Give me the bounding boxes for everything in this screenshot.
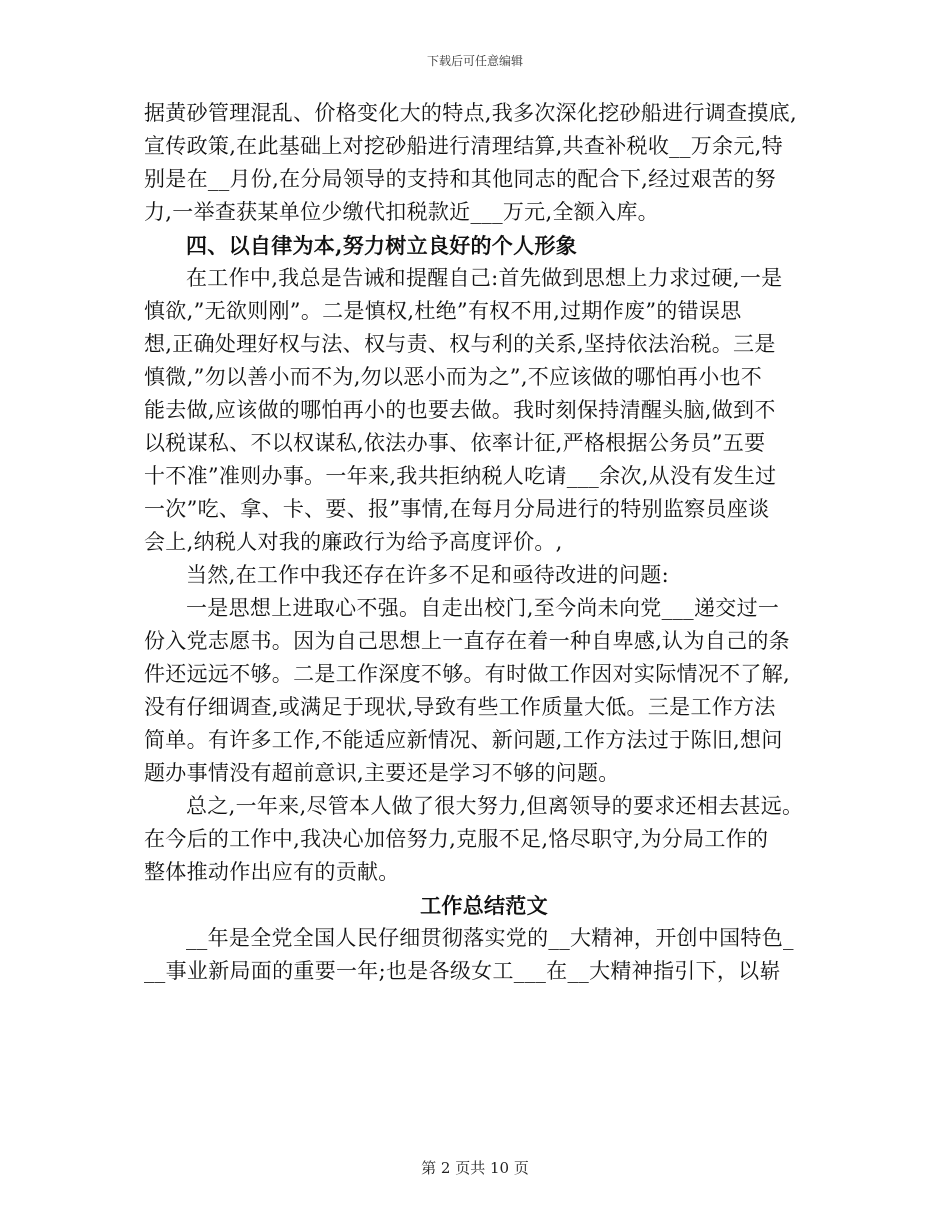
paragraph-line: 据黄砂管理混乱、价格变化大的特点,我多次深化挖砂船进行调查摸底, <box>144 101 797 125</box>
paragraph-line: __年是全党全国人民仔细贯彻落实党的__大精神，开创中国特色_ <box>186 926 794 950</box>
paragraph-line: 当然,在工作中我还存在许多不足和亟待改进的问题: <box>186 563 669 587</box>
paragraph-line: 件还远远不够。二是工作深度不够。有时做工作因对实际情况不了解, <box>144 662 790 686</box>
paragraph-line: 在今后的工作中,我决心加倍努力,克服不足,恪尽职守,为分局工作的 <box>144 827 769 851</box>
paragraph-line: 以税谋私、不以权谋私,依法办事、依率计征,严格根据公务员”五要 <box>144 431 766 455</box>
paragraph-line: 力,一举查获某单位少缴代扣税款近___万元,全额入库。 <box>144 200 659 224</box>
paragraph-line: 总之,一年来,尽管本人做了很大努力,但离领导的要求还相去甚远。 <box>186 794 804 818</box>
paragraph-line: 份入党志愿书。因为自己思想上一直存在着一种自卑感,认为自己的条 <box>144 629 790 653</box>
paragraph-line: 能去做,应该做的哪怕再小的也要去做。我时刻保持清醒头脑,做到不 <box>144 398 776 422</box>
paragraph-line: 慎欲,”无欲则刚”。二是慎权,杜绝”有权不用,过期作废”的错误思 <box>144 299 742 323</box>
page-number: 第 2 页共 10 页 <box>421 1159 529 1177</box>
paragraph-line: 会上,纳税人对我的廉政行为给予高度评价。, <box>144 530 563 554</box>
paragraph-line: 一是思想上进取心不强。自走出校门,至今尚未向党___递交过一 <box>186 596 780 620</box>
paragraph-line: 想,正确处理好权与法、权与责、权与利的关系,坚持依法治税。三是 <box>144 332 776 356</box>
paragraph-line: 十不准”准则办事。一年来,我共拒纳税人吃请___余次,从没有发生过 <box>144 464 777 488</box>
paragraph-line: __事业新局面的重要一年;也是各级女工___在__大精神指引下，以崭 <box>144 959 781 983</box>
paragraph-line: 题办事情没有超前意识,主要还是学习不够的问题。 <box>144 761 620 785</box>
document-body <box>144 97 824 988</box>
paragraph-line: 宣传政策,在此基础上对挖砂船进行清理结算,共查补税收__万余元,特 <box>144 134 783 158</box>
paragraph-line: 慎微,”勿以善小而不为,勿以恶小而为之”,不应该做的哪怕再小也不 <box>144 365 763 389</box>
paragraph-line: 在工作中,我总是告诫和提醒自己:首先做到思想上力求过硬,一是 <box>186 266 783 290</box>
document-title: 工作总结范文 <box>420 893 548 918</box>
paragraph-line: 一次”吃、拿、卡、要、报”事情,在每月分局进行的特别监察员座谈 <box>144 497 770 521</box>
paragraph-line: 简单。有许多工作,不能适应新情况、新问题,工作方法过于陈旧,想问 <box>144 728 783 752</box>
page-header: 下载后可任意编辑 <box>426 54 523 68</box>
section-heading: 四、以自律为本,努力树立良好的个人形象 <box>186 233 578 258</box>
paragraph-line: 没有仔细调查,或满足于现状,导致有些工作质量大低。三是工作方法 <box>144 695 776 719</box>
paragraph-line: 别是在__月份,在分局领导的支持和其他同志的配合下,经过艰苦的努 <box>144 167 776 191</box>
paragraph-line: 整体推动作出应有的贡献。 <box>144 860 400 884</box>
